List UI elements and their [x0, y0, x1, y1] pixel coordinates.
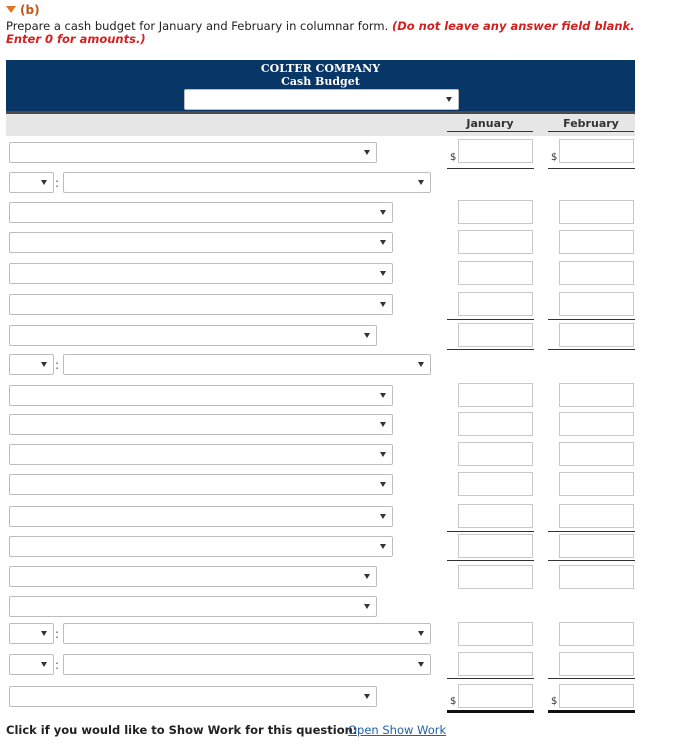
instruction-text: Prepare a cash budget for January and February in columnar form. — [6, 19, 392, 33]
january-input[interactable] — [458, 383, 533, 407]
instruction-note: (Do not leave any answer field blank. Enter 0 for amounts.) — [6, 19, 635, 46]
currency-symbol: $ — [551, 696, 558, 707]
february-input[interactable] — [559, 323, 634, 347]
february-input[interactable] — [559, 412, 634, 436]
underline — [447, 560, 534, 561]
underline — [548, 319, 635, 320]
underline — [447, 168, 534, 169]
february-input[interactable] — [559, 292, 634, 316]
section-label: (b) — [20, 3, 40, 17]
double-underline — [548, 710, 635, 713]
january-input[interactable] — [458, 292, 533, 316]
january-input[interactable] — [458, 261, 533, 285]
line-item-select[interactable] — [9, 506, 393, 527]
open-show-work-link[interactable]: Open Show Work — [348, 723, 447, 737]
line-item-select[interactable] — [63, 354, 431, 375]
colon-separator: : — [55, 658, 60, 672]
underline — [548, 531, 635, 532]
underline — [447, 319, 534, 320]
february-input[interactable] — [559, 442, 634, 466]
underline — [548, 560, 635, 561]
colon-separator: : — [55, 176, 60, 190]
line-item-select[interactable] — [9, 202, 393, 223]
february-input[interactable] — [559, 652, 634, 676]
january-input[interactable] — [458, 412, 533, 436]
january-input[interactable] — [458, 200, 533, 224]
operator-select[interactable] — [9, 654, 54, 675]
february-input[interactable] — [559, 261, 634, 285]
operator-select[interactable] — [9, 354, 54, 375]
line-item-select[interactable] — [9, 142, 377, 163]
february-input[interactable] — [559, 504, 634, 528]
line-item-select[interactable] — [9, 536, 393, 557]
company-name: COLTER COMPANY — [260, 62, 381, 75]
underline — [548, 678, 635, 679]
january-input[interactable] — [458, 442, 533, 466]
line-item-select[interactable] — [9, 414, 393, 435]
line-item-select[interactable] — [9, 444, 393, 465]
collapse-triangle-icon[interactable] — [6, 6, 16, 13]
february-input[interactable] — [559, 200, 634, 224]
january-input[interactable] — [458, 504, 533, 528]
underline — [447, 678, 534, 679]
february-input[interactable] — [559, 684, 634, 708]
february-input[interactable] — [559, 622, 634, 646]
line-item-select[interactable] — [9, 566, 377, 587]
currency-symbol: $ — [551, 152, 558, 163]
period-select[interactable] — [184, 89, 459, 110]
operator-select[interactable] — [9, 623, 54, 644]
january-input[interactable] — [458, 139, 533, 163]
line-item-select[interactable] — [9, 232, 393, 253]
line-item-select[interactable] — [9, 686, 377, 707]
underline — [548, 349, 635, 350]
column-header-bar — [6, 114, 635, 136]
underline — [447, 531, 534, 532]
line-item-select[interactable] — [63, 654, 431, 675]
february-input[interactable] — [559, 383, 634, 407]
statement-title: Cash Budget — [281, 75, 360, 88]
underline — [548, 168, 635, 169]
january-input[interactable] — [458, 652, 533, 676]
section-header[interactable] — [6, 3, 40, 17]
january-input[interactable] — [458, 684, 533, 708]
january-input[interactable] — [458, 472, 533, 496]
currency-symbol: $ — [450, 152, 457, 163]
february-input[interactable] — [559, 472, 634, 496]
colon-separator: : — [55, 358, 60, 372]
show-work-prompt: Click if you would like to Show Work for this question: — [6, 723, 358, 737]
line-item-select[interactable] — [63, 623, 431, 644]
february-input[interactable] — [559, 565, 634, 589]
colon-separator: : — [55, 627, 60, 641]
january-input[interactable] — [458, 230, 533, 254]
february-input[interactable] — [559, 139, 634, 163]
line-item-select[interactable] — [9, 263, 393, 284]
january-input[interactable] — [458, 323, 533, 347]
column-header-january: January — [447, 117, 533, 132]
line-item-select[interactable] — [9, 596, 377, 617]
instruction — [6, 20, 671, 46]
january-input[interactable] — [458, 565, 533, 589]
line-item-select[interactable] — [9, 325, 377, 346]
february-input[interactable] — [559, 534, 634, 558]
operator-select[interactable] — [9, 172, 54, 193]
currency-symbol: $ — [450, 696, 457, 707]
underline — [447, 349, 534, 350]
february-input[interactable] — [559, 230, 634, 254]
line-item-select[interactable] — [63, 172, 431, 193]
column-header-february: February — [548, 117, 634, 132]
line-item-select[interactable] — [9, 385, 393, 406]
double-underline — [447, 710, 534, 713]
january-input[interactable] — [458, 622, 533, 646]
january-input[interactable] — [458, 534, 533, 558]
line-item-select[interactable] — [9, 294, 393, 315]
line-item-select[interactable] — [9, 474, 393, 495]
